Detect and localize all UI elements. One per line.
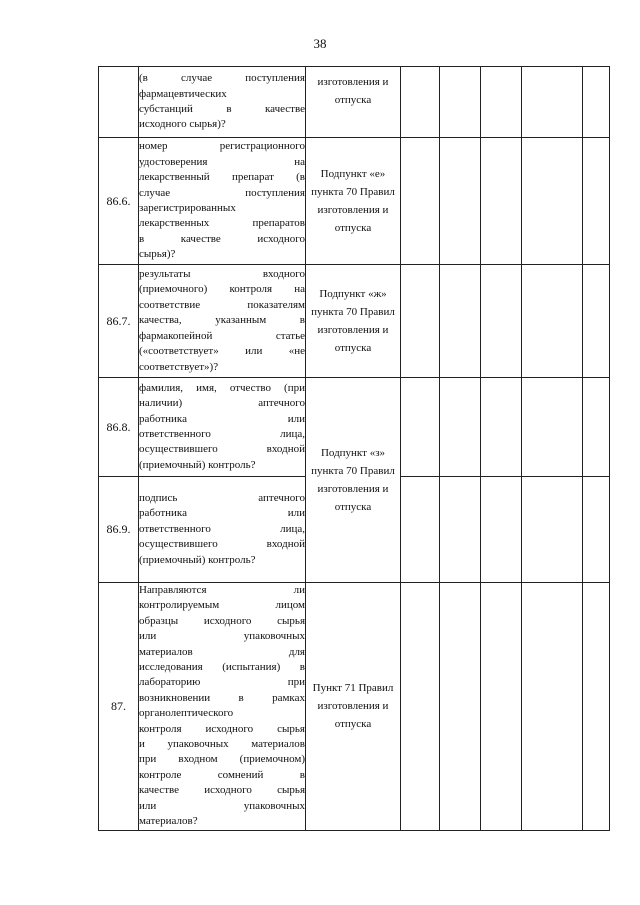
item-number: 86.7. xyxy=(99,265,139,378)
question-line: удостоверения на xyxy=(139,155,305,168)
answer-cell[interactable] xyxy=(522,138,583,265)
question-line: образцы исходного сырья xyxy=(139,614,305,627)
answer-cell[interactable] xyxy=(440,378,481,477)
answer-cell[interactable] xyxy=(583,265,610,378)
question-line: работника или xyxy=(139,507,305,520)
answer-cell[interactable] xyxy=(401,138,440,265)
answer-cell[interactable] xyxy=(401,67,440,138)
question-line: (приемочного) контроля на xyxy=(139,283,305,296)
answer-cell[interactable] xyxy=(481,477,522,583)
question-line: (в случае поступления xyxy=(139,72,305,85)
answer-cell[interactable] xyxy=(583,378,610,477)
question-line: контролируемым лицом xyxy=(139,599,305,612)
answer-cell[interactable] xyxy=(481,583,522,831)
answer-cell[interactable] xyxy=(440,477,481,583)
answer-cell[interactable] xyxy=(583,138,610,265)
answer-cell[interactable] xyxy=(440,138,481,265)
answer-cell[interactable] xyxy=(401,378,440,477)
question-cell xyxy=(139,477,306,583)
legal-reference: Пункт 71 Правил изготовления и отпуска xyxy=(306,583,401,831)
answer-cell[interactable] xyxy=(583,583,610,831)
question-line: или упаковочных xyxy=(139,799,305,812)
question-line: в качестве исходного xyxy=(139,232,305,245)
question-cell xyxy=(139,138,306,265)
answer-cell[interactable] xyxy=(522,583,583,831)
legal-reference: Подпункт «з» пункта 70 Правил изготовления и отпуска xyxy=(306,378,401,583)
answer-cell[interactable] xyxy=(583,67,610,138)
question-line: исследования (испытания) в xyxy=(139,661,305,674)
question-line: фамилия, имя, отчество (при xyxy=(139,381,305,394)
question-line: лекарственных препаратов xyxy=(139,217,305,230)
question-line: или упаковочных xyxy=(139,630,305,643)
answer-cell[interactable] xyxy=(440,265,481,378)
question-line: лекарственный препарат (в xyxy=(139,171,305,184)
answer-cell[interactable] xyxy=(583,477,610,583)
answer-cell[interactable] xyxy=(401,477,440,583)
question-line: соответствует»)? xyxy=(139,360,219,373)
question-line: контроля исходного сырья xyxy=(139,722,305,735)
table-row xyxy=(99,265,610,378)
answer-cell[interactable] xyxy=(522,67,583,138)
question-line: подпись аптечного xyxy=(139,491,305,504)
question-line: случае поступления xyxy=(139,186,305,199)
question-line: исходного сырья)? xyxy=(139,118,226,131)
table-row xyxy=(99,378,610,477)
question-line: органолептического xyxy=(139,707,234,720)
question-line: номер регистрационного xyxy=(139,140,305,153)
question-line: материалов? xyxy=(139,815,198,828)
answer-cell[interactable] xyxy=(401,583,440,831)
question-line: контроле сомнений в xyxy=(139,768,305,781)
question-cell xyxy=(139,378,306,477)
question-line: фармакопейной статье xyxy=(139,329,305,342)
answer-cell[interactable] xyxy=(481,138,522,265)
question-line: ответственного лица, xyxy=(139,428,305,440)
answer-cell[interactable] xyxy=(440,583,481,831)
question-line: лабораторию при xyxy=(139,676,305,689)
question-line: осуществившего входной xyxy=(139,443,305,456)
table-row xyxy=(99,67,610,138)
question-line: (приемочный) контроль? xyxy=(139,553,256,566)
question-line: сырья)? xyxy=(139,248,176,261)
checklist-table xyxy=(98,66,610,831)
answer-cell[interactable] xyxy=(481,378,522,477)
answer-cell[interactable] xyxy=(522,378,583,477)
table-row xyxy=(99,583,610,831)
item-number: 86.8. xyxy=(99,378,139,477)
answer-cell[interactable] xyxy=(522,265,583,378)
answer-cell[interactable] xyxy=(401,265,440,378)
question-cell xyxy=(139,265,306,378)
question-line: и упаковочных материалов xyxy=(139,738,305,751)
item-number: 86.6. xyxy=(99,138,139,265)
question-line: качества, указанным в xyxy=(139,314,305,327)
legal-reference: изготовления и отпуска xyxy=(306,67,401,138)
question-line: зарегистрированных xyxy=(139,202,236,214)
answer-cell[interactable] xyxy=(440,67,481,138)
question-line: ответственного лица, xyxy=(139,522,305,535)
question-line: результаты входного xyxy=(139,268,305,281)
legal-reference: Подпункт «е» пункта 70 Правил изготовления и отпуска xyxy=(306,138,401,265)
answer-cell[interactable] xyxy=(481,67,522,138)
question-line: наличии) аптечного xyxy=(139,397,305,410)
item-number: 86.9. xyxy=(99,477,139,583)
legal-reference: Подпункт «ж» пункта 70 Правил изготовления и отпуска xyxy=(306,265,401,378)
question-line: при входном (приемочном) xyxy=(139,753,305,766)
question-line: соответствие показателям xyxy=(139,298,305,311)
item-number: 87. xyxy=(99,583,139,831)
page-number: 38 xyxy=(313,36,327,51)
question-line: качестве исходного сырья xyxy=(139,784,305,797)
question-line: субстанций в качестве xyxy=(139,103,305,115)
question-line: работника или xyxy=(139,412,305,425)
item-number xyxy=(99,67,139,138)
answer-cell[interactable] xyxy=(522,477,583,583)
table-row xyxy=(99,138,610,265)
question-line: (приемочный) контроль? xyxy=(139,458,256,471)
question-line: («соответствует» или «не xyxy=(139,345,305,358)
question-cell xyxy=(139,67,306,138)
question-cell xyxy=(139,583,306,831)
question-line: материалов для xyxy=(139,645,305,658)
question-line: фармацевтических xyxy=(139,87,227,100)
answer-cell[interactable] xyxy=(481,265,522,378)
question-line: Направляются ли xyxy=(139,584,305,596)
question-line: возникновении в рамках xyxy=(139,691,305,704)
question-line: осуществившего входной xyxy=(139,538,305,551)
